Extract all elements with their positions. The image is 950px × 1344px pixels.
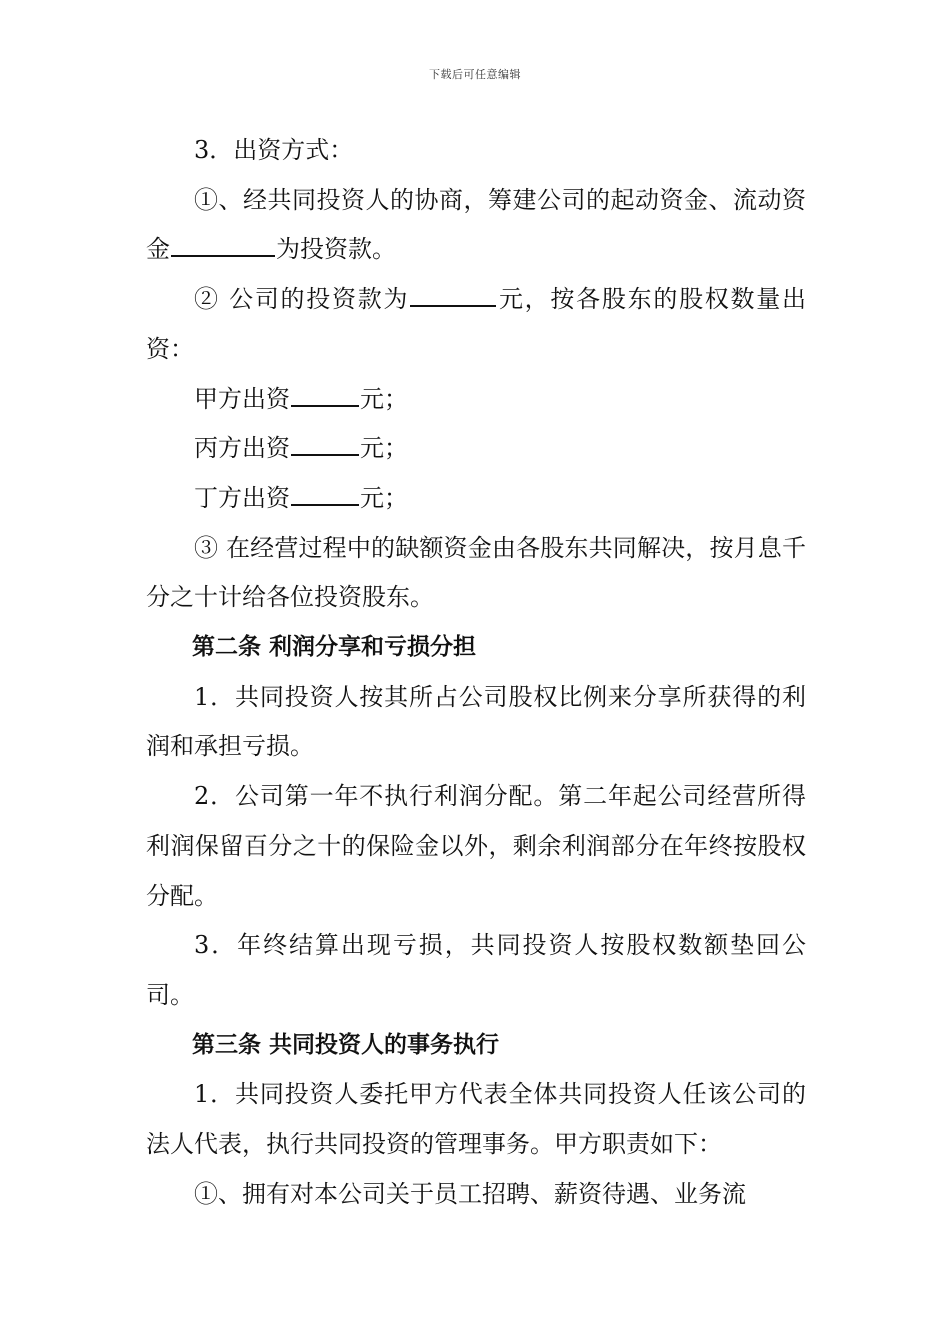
paragraph-startup-funds: ①、经共同投资人的协商，筹建公司的起动资金、流动资金 为投资款。 [146, 185, 806, 264]
paragraph-shortfall-funds: ③ 在经营过程中的缺额资金由各股东共同解决，按月息千分之十计给各位投资股东。 [146, 533, 806, 612]
blank-fill-line [171, 233, 275, 257]
blank-fill-line [291, 482, 359, 506]
blank-fill-line [291, 383, 359, 407]
heading-article-two: 第二条 利润分享和亏损分担 [192, 634, 477, 661]
paragraph-party-d-contribution: 丁方出资 元； [194, 483, 408, 512]
page-header: 下载后可任意编辑 [429, 68, 521, 81]
document-body [146, 126, 806, 1219]
paragraph-party-a-duties: ①、拥有对本公司关于员工招聘、薪资待遇、业务流 [194, 1179, 746, 1208]
paragraph-legal-representative: 1．共同投资人委托甲方代表全体共同投资人任该公司的法人代表，执行共同投资的管理事务。甲方职责如下： [146, 1080, 806, 1159]
paragraph-profit-sharing: 1．共同投资人按其所占公司股权比例来分享所获得的利润和承担亏损。 [146, 682, 806, 761]
paragraph-investment-amount: ② 公司的投资款为 元，按各股东的股权数量出资： [146, 285, 806, 363]
paragraph-party-c-contribution: 丙方出资 元； [194, 434, 408, 463]
paragraph-year-end-loss: 3．年终结算出现亏损，共同投资人按股权数额垫回公司。 [146, 931, 806, 1009]
blank-fill-line [410, 283, 496, 307]
paragraph-contribution-method: 3．出资方式： [194, 136, 354, 164]
heading-article-three: 第三条 共同投资人的事务执行 [192, 1031, 500, 1058]
paragraph-profit-distribution: 2．公司第一年不执行利润分配。第二年起公司经营所得利润保留百分之十的保险金以外，剩余利润部分在年终按股权分配。 [146, 782, 806, 910]
blank-fill-line [291, 432, 359, 456]
paragraph-party-a-contribution: 甲方出资 元； [194, 384, 408, 413]
